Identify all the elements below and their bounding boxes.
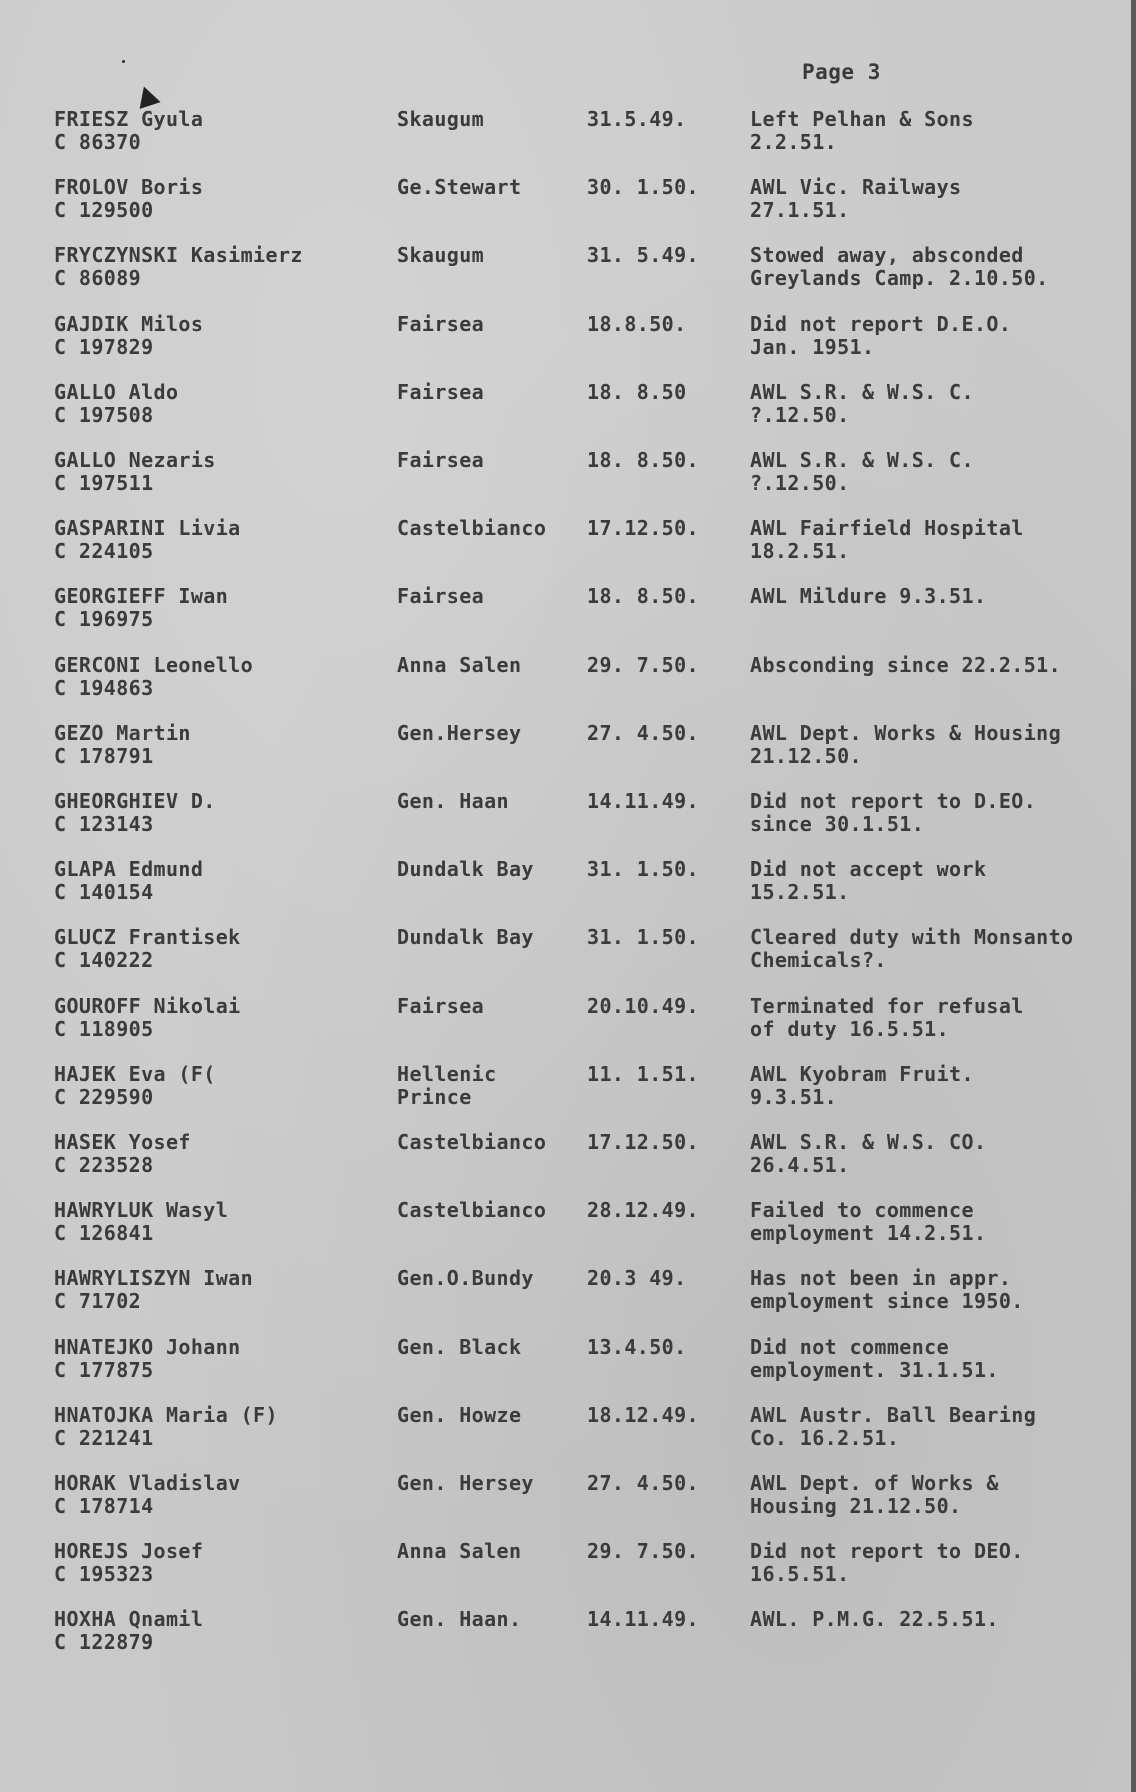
entry-row [0,858,1136,918]
remark-line-1: Did not report to DEO. [750,1539,1024,1563]
remark-line-1: AWL. P.M.G. 22.5.51. [750,1607,999,1631]
arrival-date-line-1: 13.4.50. [587,1335,687,1359]
ship-name [397,1063,582,1108]
person-name-line-1: GEORGIEFF Iwan [54,584,229,608]
person-name-line-1: GASPARINI Livia [54,516,241,540]
ship-name-line-1: Anna Salen [397,1539,522,1563]
person-name [54,1131,384,1176]
ship-name-line-1: Gen. Howze [397,1403,522,1427]
arrival-date [587,1540,737,1562]
remark-line-2: Housing 21.12.50. [750,1494,962,1518]
person-name [54,517,384,562]
remark-line-2: 27.1.51. [750,198,850,222]
person-name-line-1: HAWRYLUK Wasyl [54,1198,229,1222]
ship-name [397,1131,582,1154]
arrival-date [587,585,737,607]
ship-name [397,108,582,131]
person-name-line-1: HAJEK Eva (F( [54,1062,216,1086]
person-name-line-1: HOXHA Qnamil [54,1607,204,1631]
arrival-date-line-1: 31. 1.50. [587,925,699,949]
arrival-date-line-1: 20.3 49. [587,1266,687,1290]
person-name-line-2: C 178791 [54,744,154,768]
person-name-line-2: C 178714 [54,1494,154,1518]
arrival-date-line-1: 27. 4.50. [587,1471,699,1495]
person-name [54,1336,384,1381]
person-name-line-2: C 194863 [54,676,154,700]
remark [750,381,1130,426]
ship-name-line-1: Hellenic [397,1062,497,1086]
remark-line-2: 15.2.51. [750,880,850,904]
ship-name [397,1608,582,1631]
ship-name-line-1: Gen. Haan [397,789,509,813]
entry-row [0,1608,1136,1668]
person-name-line-2: C 229590 [54,1085,154,1109]
arrival-date [587,1608,737,1630]
person-name-line-2: C 224105 [54,539,154,563]
person-name [54,381,384,426]
ship-name [397,926,582,949]
entry-row [0,244,1136,304]
entry-row [0,1472,1136,1532]
person-name-line-2: C 223528 [54,1153,154,1177]
ship-name [397,1472,582,1495]
remark-line-1: Cleared duty with Monsanto [750,925,1074,949]
ship-name [397,381,582,404]
remark [750,108,1130,153]
person-name-line-2: C 177875 [54,1358,154,1382]
entry-row [0,1063,1136,1123]
remark-line-1: Left Pelhan & Sons [750,107,974,131]
arrival-date [587,1063,737,1085]
arrival-date-line-1: 20.10.49. [587,994,699,1018]
ship-name-line-1: Fairsea [397,380,485,404]
arrival-date [587,381,737,403]
ship-name-line-1: Fairsea [397,584,485,608]
ship-name-line-1: Fairsea [397,312,485,336]
arrival-date-line-1: 30. 1.50. [587,175,699,199]
arrival-date [587,1472,737,1494]
arrival-date [587,176,737,198]
ship-name [397,790,582,813]
ship-name [397,313,582,336]
entry-row [0,654,1136,714]
remark-line-2: 18.2.51. [750,539,850,563]
person-name-line-2: C 196975 [54,607,154,631]
arrival-date [587,517,737,539]
arrival-date [587,858,737,880]
person-name-line-2: C 197508 [54,403,154,427]
arrival-date [587,1267,737,1289]
person-name-line-2: C 86370 [54,130,142,154]
ship-name-line-1: Skaugum [397,107,485,131]
entry-row [0,1267,1136,1327]
remark-line-2: employment. 31.1.51. [750,1358,999,1382]
remark-line-1: Terminated for refusal [750,994,1024,1018]
arrival-date [587,1131,737,1153]
remark [750,176,1130,221]
person-name [54,654,384,699]
person-name-line-1: GLUCZ Frantisek [54,925,241,949]
arrival-date [587,995,737,1017]
arrival-date-line-1: 11. 1.51. [587,1062,699,1086]
entry-row [0,176,1136,236]
arrival-date-line-1: 28.12.49. [587,1198,699,1222]
ship-name [397,585,582,608]
arrival-date-line-1: 18. 8.50 [587,380,687,404]
arrival-date-line-1: 17.12.50. [587,1130,699,1154]
person-name-line-2: C 221241 [54,1426,154,1450]
page-number: Page 3 [802,60,881,84]
arrival-date-line-1: 31. 5.49. [587,243,699,267]
person-name-line-2: C 118905 [54,1017,154,1041]
remark [750,858,1130,903]
ship-name-line-1: Castelbianco [397,1198,547,1222]
ship-name [397,1199,582,1222]
remark-line-1: AWL Dept. Works & Housing [750,721,1062,745]
arrival-date [587,313,737,335]
person-name [54,1199,384,1244]
remark-line-1: Stowed away, absconded [750,243,1024,267]
ship-name [397,722,582,745]
remark-line-1: Did not report to D.EO. [750,789,1037,813]
person-name-line-1: GLAPA Edmund [54,857,204,881]
remark-line-1: AWL Vic. Railways [750,175,962,199]
person-name-line-1: HOREJS Josef [54,1539,204,1563]
entry-row [0,381,1136,441]
person-name-line-1: GERCONI Leonello [54,653,254,677]
entry-row [0,926,1136,986]
person-name-line-1: FRIESZ Gyula [54,107,204,131]
person-name [54,858,384,903]
remark [750,1336,1130,1381]
remark-line-2: 9.3.51. [750,1085,838,1109]
arrival-date [587,108,737,130]
remark-line-2: ?.12.50. [750,403,850,427]
entry-row [0,449,1136,509]
person-name-line-2: C 86089 [54,266,142,290]
remark-line-2: 16.5.51. [750,1562,850,1586]
ship-name-line-1: Gen. Black [397,1335,522,1359]
ship-name-line-1: Dundalk Bay [397,857,534,881]
remark-line-2: employment 14.2.51. [750,1221,987,1245]
person-name [54,1540,384,1585]
remark [750,449,1130,494]
remark [750,1063,1130,1108]
person-name-line-1: GHEORGHIEV D. [54,789,216,813]
person-name [54,1404,384,1449]
person-name [54,176,384,221]
arrival-date [587,1404,737,1426]
person-name-line-1: GAJDIK Milos [54,312,204,336]
remark-line-1: Did not report D.E.O. [750,312,1012,336]
remark-line-1: Has not been in appr. [750,1266,1012,1290]
remark [750,1199,1130,1244]
remark-line-1: Absconding since 22.2.51. [750,653,1062,677]
remark-line-1: AWL Austr. Ball Bearing [750,1403,1037,1427]
ship-name-line-1: Anna Salen [397,653,522,677]
ship-name-line-1: Ge.Stewart [397,175,522,199]
entry-row [0,1404,1136,1464]
arrival-date-line-1: 14.11.49. [587,789,699,813]
ship-name [397,517,582,540]
arrival-date [587,244,737,266]
entry-row [0,1540,1136,1600]
person-name [54,1267,384,1312]
arrival-date-line-1: 14.11.49. [587,1607,699,1631]
ship-name [397,995,582,1018]
ship-name-line-1: Gen.Hersey [397,721,522,745]
remark-line-1: AWL S.R. & W.S. C. [750,448,974,472]
person-name-line-2: C 140222 [54,948,154,972]
entry-row [0,722,1136,782]
arrival-date-line-1: 18.12.49. [587,1403,699,1427]
ship-name-line-1: Fairsea [397,448,485,472]
arrival-date-line-1: 18. 8.50. [587,448,699,472]
remark-line-1: AWL Dept. of Works & [750,1471,999,1495]
person-name [54,790,384,835]
remark [750,313,1130,358]
remark-line-1: AWL Mildure 9.3.51. [750,584,987,608]
person-name-line-1: GALLO Nezaris [54,448,216,472]
entry-row [0,313,1136,373]
remark-line-2: 26.4.51. [750,1153,850,1177]
person-name [54,1063,384,1108]
person-name-line-1: HNATEJKO Johann [54,1335,241,1359]
remark-line-1: AWL S.R. & W.S. C. [750,380,974,404]
remark-line-2: Chemicals?. [750,948,887,972]
remark-line-2: 21.12.50. [750,744,862,768]
arrival-date-line-1: 17.12.50. [587,516,699,540]
remark [750,722,1130,767]
remark-line-1: Did not accept work [750,857,987,881]
arrival-date-line-1: 29. 7.50. [587,653,699,677]
remark-line-2: Greylands Camp. 2.10.50. [750,266,1049,290]
person-name [54,926,384,971]
remark [750,1608,1130,1631]
arrival-date [587,1336,737,1358]
arrival-date [587,926,737,948]
remark [750,790,1130,835]
ship-name [397,654,582,677]
arrival-date-line-1: 31. 1.50. [587,857,699,881]
pin-mark [133,83,160,109]
remark-line-1: AWL S.R. & W.S. CO. [750,1130,987,1154]
remark-line-2: Jan. 1951. [750,335,875,359]
person-name [54,995,384,1040]
person-name [54,585,384,630]
person-name-line-2: C 197511 [54,471,154,495]
entry-row [0,108,1136,168]
remark-line-1: AWL Fairfield Hospital [750,516,1024,540]
ship-name-line-1: Castelbianco [397,516,547,540]
ship-name [397,244,582,267]
person-name-line-2: C 197829 [54,335,154,359]
remark-line-2: of duty 16.5.51. [750,1017,950,1041]
person-name-line-1: HORAK Vladislav [54,1471,241,1495]
arrival-date [587,790,737,812]
ship-name-line-1: Gen. Hersey [397,1471,534,1495]
remark [750,517,1130,562]
entry-row [0,790,1136,850]
person-name-line-2: C 195323 [54,1562,154,1586]
person-name [54,108,384,153]
person-name-line-2: C 126841 [54,1221,154,1245]
person-name [54,449,384,494]
ship-name [397,1267,582,1290]
ship-name-line-1: Gen. Haan. [397,1607,522,1631]
remark [750,1404,1130,1449]
ship-name-line-2: Prince [397,1085,472,1109]
person-name-line-1: FROLOV Boris [54,175,204,199]
entry-row [0,995,1136,1055]
ship-name [397,1404,582,1427]
person-name-line-1: GALLO Aldo [54,380,179,404]
person-name-line-1: HAWRYLISZYN Iwan [54,1266,254,1290]
person-name-line-1: FRYCZYNSKI Kasimierz [54,243,303,267]
remark-line-2: ?.12.50. [750,471,850,495]
arrival-date-line-1: 18.8.50. [587,312,687,336]
arrival-date [587,722,737,744]
remark-line-2: since 30.1.51. [750,812,925,836]
remark-line-2: employment since 1950. [750,1289,1024,1313]
remark-line-2: Co. 16.2.51. [750,1426,900,1450]
remark [750,1131,1130,1176]
remark-line-1: Failed to commence [750,1198,974,1222]
person-name-line-2: C 129500 [54,198,154,222]
arrival-date-line-1: 31.5.49. [587,107,687,131]
remark [750,1472,1130,1517]
person-name-line-2: C 71702 [54,1289,142,1313]
person-name [54,1472,384,1517]
ship-name [397,858,582,881]
remark [750,1267,1130,1312]
person-name [54,1608,384,1653]
ship-name-line-1: Skaugum [397,243,485,267]
remark-line-1: AWL Kyobram Fruit. [750,1062,974,1086]
ship-name-line-1: Dundalk Bay [397,925,534,949]
person-name [54,244,384,289]
person-name [54,313,384,358]
ship-name-line-1: Fairsea [397,994,485,1018]
person-name-line-2: C 140154 [54,880,154,904]
remark [750,654,1130,677]
ship-name-line-1: Gen.O.Bundy [397,1266,534,1290]
remark [750,995,1130,1040]
entry-row [0,517,1136,577]
entry-row [0,585,1136,645]
remark-line-2: 2.2.51. [750,130,838,154]
ship-name [397,449,582,472]
ship-name [397,1540,582,1563]
mark-dot [122,60,125,63]
person-name-line-1: HASEK Yosef [54,1130,191,1154]
remark [750,1540,1130,1585]
person-name [54,722,384,767]
arrival-date [587,654,737,676]
arrival-date [587,1199,737,1221]
person-name-line-1: GOUROFF Nikolai [54,994,241,1018]
person-name-line-2: C 122879 [54,1630,154,1654]
entry-row [0,1336,1136,1396]
remark [750,585,1130,608]
arrival-date [587,449,737,471]
person-name-line-1: HNATOJKA Maria (F) [54,1403,278,1427]
entry-row [0,1199,1136,1259]
arrival-date-line-1: 18. 8.50. [587,584,699,608]
person-name-line-1: GEZO Martin [54,721,191,745]
ship-name [397,176,582,199]
arrival-date-line-1: 27. 4.50. [587,721,699,745]
ship-name-line-1: Castelbianco [397,1130,547,1154]
remark [750,926,1130,971]
ship-name [397,1336,582,1359]
remark-line-1: Did not commence [750,1335,950,1359]
remark [750,244,1130,289]
person-name-line-2: C 123143 [54,812,154,836]
entry-row [0,1131,1136,1191]
arrival-date-line-1: 29. 7.50. [587,1539,699,1563]
